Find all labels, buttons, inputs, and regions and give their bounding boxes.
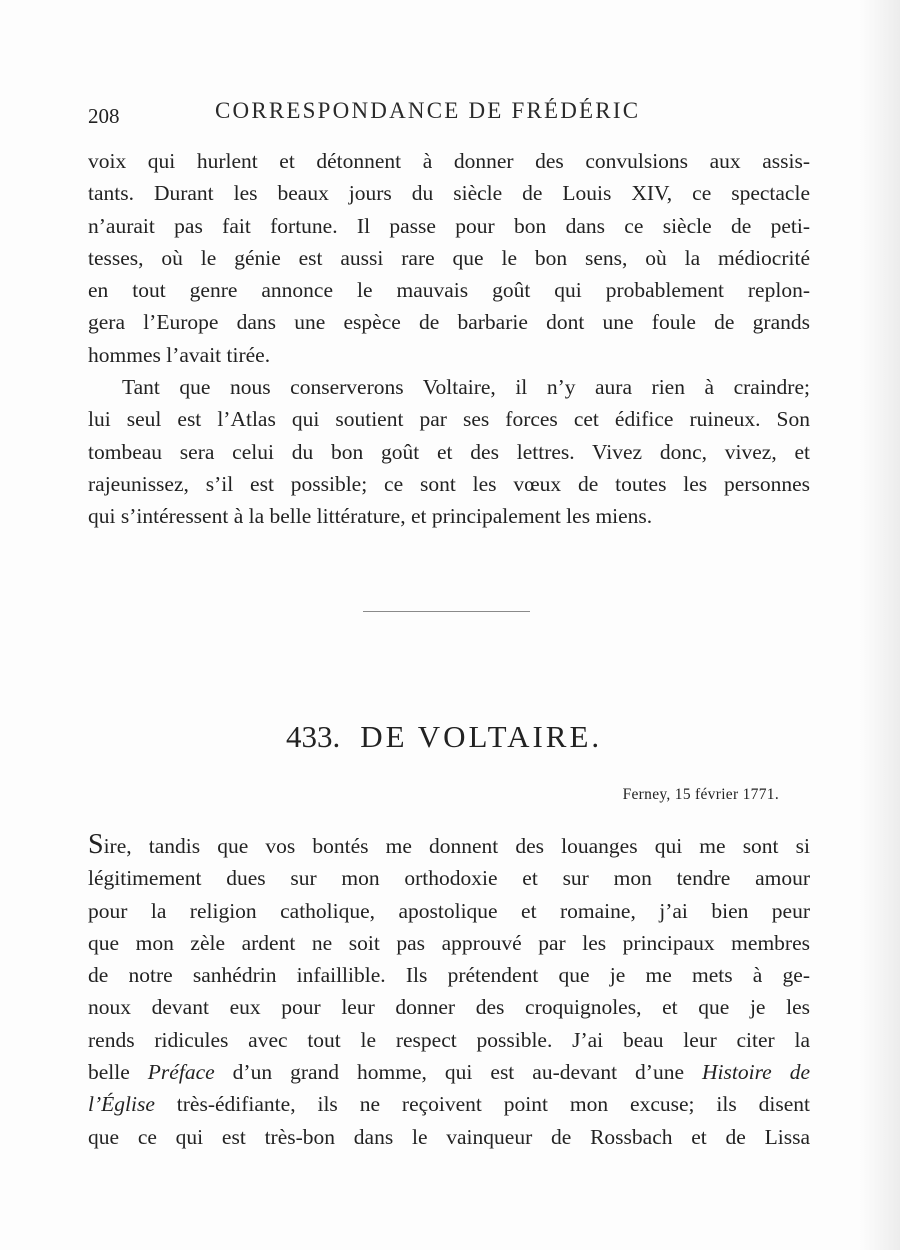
running-head-title: CORRESPONDANCE DE FRÉDÉRIC	[215, 98, 641, 123]
text-line: en tout genre annonce le mauvais goût qui probablement replon-	[88, 278, 810, 303]
page-number: 208	[88, 104, 120, 128]
running-head	[88, 98, 808, 132]
text-line: belle Préface d’un grand homme, qui est au-devant d’une Histoire de	[88, 1060, 810, 1085]
italic-title-histoire: Histoire de	[702, 1060, 810, 1085]
text-line: que mon zèle ardent ne soit pas approuvé par les principaux membres	[88, 930, 810, 955]
text-line: que ce qui est très-bon dans le vainqueur de Rossbach et de Lissa	[88, 1124, 810, 1149]
text-line: tombeau sera celui du bon goût et des lettres. Vivez donc, vivez, et	[88, 439, 810, 464]
text-line: rends ridicules avec tout le respect possible. J’ai beau leur citer la	[88, 1027, 810, 1052]
text-line: voix qui hurlent et détonnent à donner des convulsions aux assis-	[88, 149, 810, 173]
italic-title-eglise: l’Église	[88, 1092, 155, 1117]
text-line: lui seul est l’Atlas qui soutient par ses forces cet édifice ruineux. Son	[88, 407, 810, 432]
drop-cap: S	[88, 829, 104, 860]
letter-number: 433.	[286, 719, 341, 754]
text-line: de notre sanhédrin infaillible. Ils prétendent que je me mets à ge-	[88, 963, 810, 988]
text-line: hommes l’avait tirée.	[88, 342, 271, 367]
text-line: l’Église très-édifiante, ils ne reçoivent point mon excuse; ils disent	[88, 1092, 810, 1117]
text-line: gera l’Europe dans une espèce de barbarie dont une foule de grands	[88, 310, 810, 335]
text-line: Sire, tandis que vos bontés me donnent des louanges qui me sont si	[88, 829, 810, 860]
text-line: n’aurait pas fait fortune. Il passe pour bon dans ce siècle de peti-	[88, 213, 810, 238]
text-line: tants. Durant les beaux jours du siècle de Louis XIV, ce spectacle	[88, 181, 810, 206]
text-line: légitimement dues sur mon orthodoxie et sur mon tendre amour	[88, 866, 810, 891]
dateline: Ferney, 15 février 1771.	[622, 786, 779, 803]
page-edge-shadow	[860, 0, 900, 1250]
text-line: rajeunissez, s’il est possible; ce sont les vœux de toutes les personnes	[88, 471, 810, 496]
text-line: noux devant eux pour leur donner des croquignoles, et que je les	[88, 995, 810, 1020]
section-divider	[363, 611, 530, 612]
letter-heading	[286, 719, 602, 755]
paragraph	[88, 371, 810, 532]
text-line: qui s’intéressent à la belle littérature, et principalement les miens.	[88, 504, 653, 529]
text-line: Tant que nous conserverons Voltaire, il n’y aura rien à craindre;	[122, 375, 810, 400]
text-line: pour la religion catholique, apostolique et romaine, j’ai bien peur	[88, 898, 810, 923]
paragraph	[88, 145, 810, 371]
italic-title-preface: Préface	[147, 1060, 215, 1085]
previous-letter-ending	[88, 145, 810, 533]
letter-body	[88, 829, 810, 1153]
text-line: tesses, où le génie est aussi rare que le bon sens, où la médiocrité	[88, 245, 810, 270]
letter-author: DE VOLTAIRE.	[360, 719, 603, 754]
